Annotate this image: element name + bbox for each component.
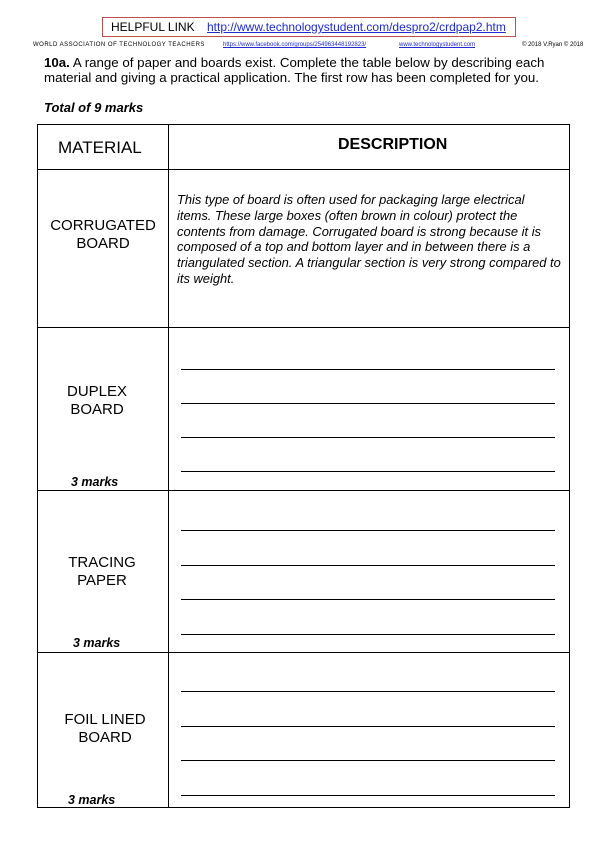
- answer-line-duplex-4[interactable]: [181, 471, 555, 472]
- helpful-link-label: HELPFUL LINK: [111, 20, 195, 34]
- facebook-link[interactable]: https://www.facebook.com/groups/254963448192823/: [223, 42, 367, 48]
- material-name-duplex: DUPLEX BOARD: [66, 383, 128, 418]
- row-divider: [37, 652, 570, 653]
- answer-line-duplex-1[interactable]: [181, 369, 555, 370]
- answer-line-tracing-3[interactable]: [181, 599, 555, 600]
- question-text: [44, 55, 574, 85]
- answer-line-foil-4[interactable]: [181, 795, 555, 796]
- material-column-header: MATERIAL: [58, 138, 142, 157]
- association-text: WORLD ASSOCIATION OF TECHNOLOGY TEACHERS: [33, 42, 205, 48]
- total-marks: Total of 9 marks: [44, 100, 144, 115]
- answer-line-tracing-4[interactable]: [181, 634, 555, 635]
- header-row-divider: [37, 169, 570, 170]
- duplex-marks: 3 marks: [71, 475, 119, 489]
- row-divider: [37, 490, 570, 491]
- copyright-text: © 2018 V.Ryan © 2018: [522, 42, 584, 48]
- answer-line-duplex-3[interactable]: [181, 437, 555, 438]
- corrugated-description: This type of board is often used for packaging large electrical items. These large boxes (often brown in colour) protect the contents from damage. Corrugated board is strong because it is composed of a top and bottom layer and in between there is a triangulated section. A triangular section is very strong compared to its weight.: [177, 192, 561, 286]
- answer-line-foil-1[interactable]: [181, 691, 555, 692]
- answer-line-foil-3[interactable]: [181, 760, 555, 761]
- foil-lined-marks: 3 marks: [68, 793, 116, 807]
- answer-line-tracing-2[interactable]: [181, 565, 555, 566]
- material-name-tracing: TRACING PAPER: [68, 554, 136, 589]
- answer-line-foil-2[interactable]: [181, 726, 555, 727]
- helpful-link-url[interactable]: http://www.technologystudent.com/despro2/crdpap2.htm: [207, 20, 506, 34]
- tracing-marks: 3 marks: [73, 636, 121, 650]
- material-name-corrugated: CORRUGATED BOARD: [50, 217, 156, 252]
- row-divider: [37, 327, 570, 328]
- question-body: A range of paper and boards exist. Complete the table below by describing each material and giving a practical application. The first row has been completed for you.: [44, 55, 545, 85]
- description-column-header: DESCRIPTION: [338, 136, 448, 153]
- column-divider: [168, 124, 169, 808]
- attribution-bar: [33, 42, 584, 52]
- material-name-foil-lined: FOIL LINED BOARD: [64, 711, 146, 746]
- answer-line-tracing-1[interactable]: [181, 530, 555, 531]
- site-link[interactable]: www.technologystudent.com: [399, 42, 476, 48]
- answer-line-duplex-2[interactable]: [181, 403, 555, 404]
- question-number: 10a.: [44, 55, 70, 70]
